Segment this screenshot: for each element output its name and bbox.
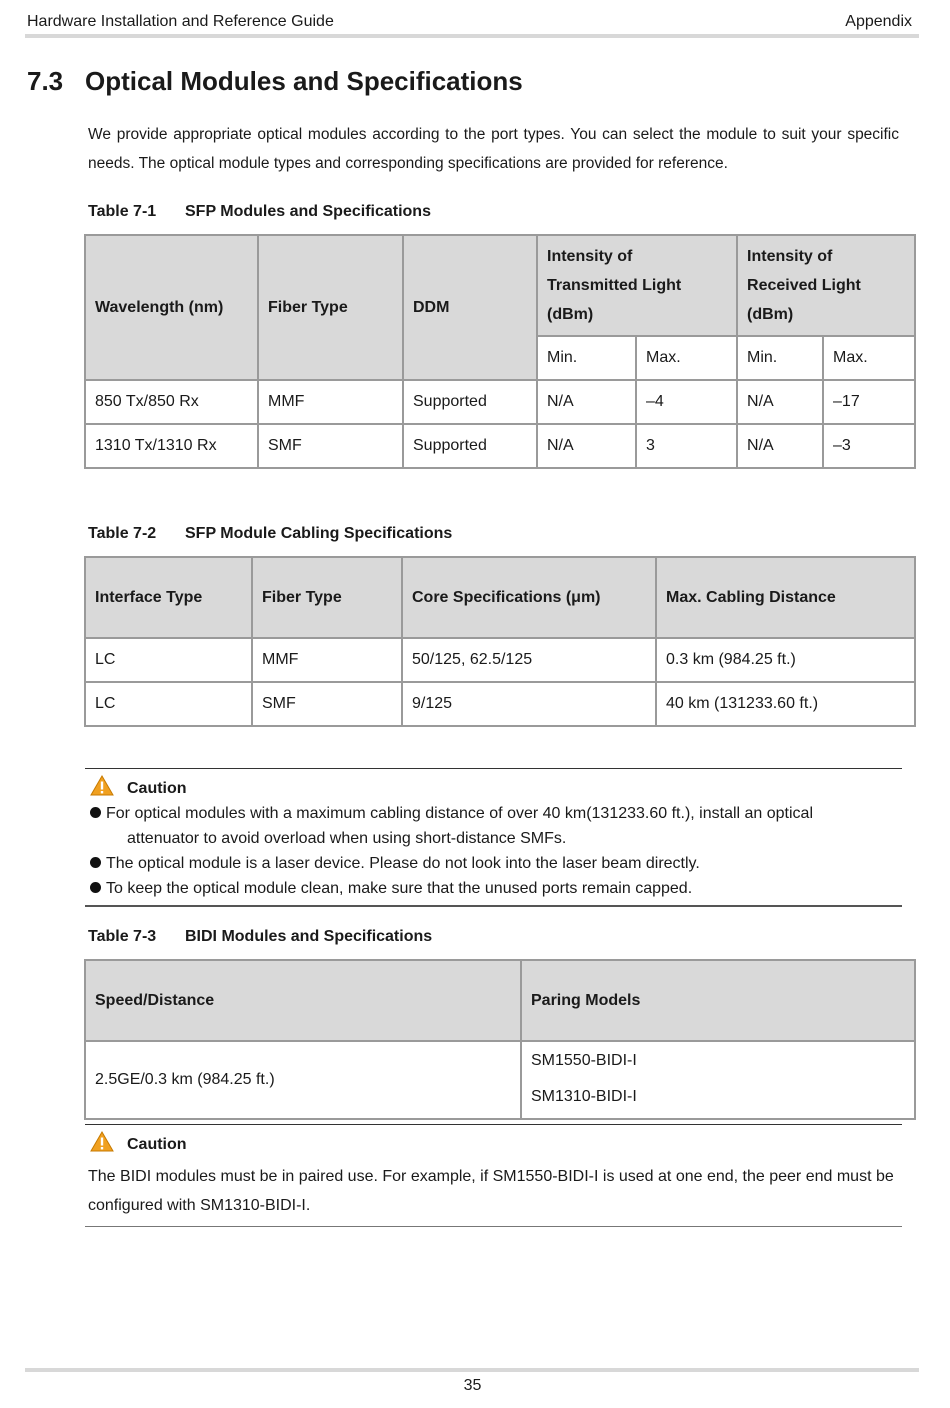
- table-row: [85, 424, 915, 468]
- table2-header-interface-type: Interface Type: [85, 557, 252, 638]
- table-cell: N/A: [737, 380, 823, 424]
- table-cell: LC: [85, 638, 252, 682]
- caution1-item-line: To keep the optical module clean, make sure that the unused ports remain capped.: [106, 880, 693, 897]
- caution2-text: The BIDI modules must be in paired use. For example, if SM1550-BIDI-I is used at one end, the peer end must be configured with SM1310-BIDI-I.: [88, 1168, 894, 1214]
- intro-paragraph: We provide appropriate optical modules according to the port types. You can select the module to suit your specific needs. The optical module types and corresponding specifications are provided for reference.: [88, 126, 899, 172]
- caution1-item-continuation: attenuator to avoid overload when using short-distance SMFs.: [127, 830, 567, 847]
- table1-header-ddm: DDM: [403, 235, 537, 380]
- table2-caption-number: Table 7-2: [88, 525, 157, 542]
- table-cell: MMF: [258, 380, 403, 424]
- table-cell: N/A: [537, 424, 636, 468]
- caution1-item-line: The optical module is a laser device. Please do not look into the laser beam directly.: [106, 855, 700, 872]
- caution2-bottom-rule: [85, 1226, 902, 1227]
- table1-header-rx-min: Min.: [737, 336, 823, 380]
- table-cell: LC: [85, 682, 252, 726]
- table3-header-speed-distance: Speed/Distance: [85, 960, 521, 1041]
- caution1-top-rule: [85, 768, 902, 769]
- list-item: [88, 851, 900, 876]
- caution1-title: Caution: [127, 780, 187, 797]
- footer-divider: [25, 1368, 919, 1372]
- table-cell: [521, 1041, 915, 1119]
- caution2-heading: [90, 1131, 187, 1154]
- table-cell: 40 km (131233.60 ft.): [656, 682, 915, 726]
- caution2-top-rule: [85, 1124, 902, 1125]
- table-cell: –4: [636, 380, 737, 424]
- table2-header-row: [85, 557, 915, 638]
- table2-header-core-spec: Core Specifications (μm): [402, 557, 656, 638]
- table1-caption: [88, 203, 431, 221]
- table1-header-rx: Intensity of Received Light (dBm): [737, 235, 915, 336]
- section-number: 7.3: [27, 66, 64, 96]
- caution1-item-line: For optical modules with a maximum cabling distance of over 40 km(131233.60 ft.), install an optical: [106, 805, 814, 822]
- table1-caption-title: SFP Modules and Specifications: [185, 203, 431, 220]
- table-cell: SMF: [252, 682, 402, 726]
- table-cell: SMF: [258, 424, 403, 468]
- table2-sfp-cabling: [84, 556, 916, 727]
- table2-caption-title: SFP Module Cabling Specifications: [185, 525, 453, 542]
- running-header-title: Hardware Installation and Reference Guide: [27, 13, 334, 30]
- caution1-bottom-rule: [85, 905, 902, 907]
- table3-header-paring-models: Paring Models: [521, 960, 915, 1041]
- list-item: [88, 876, 900, 901]
- warning-triangle-icon: [90, 775, 114, 796]
- table1-header-wavelength: Wavelength (nm): [85, 235, 258, 380]
- table3-caption: [88, 928, 432, 946]
- section-heading: [27, 66, 523, 97]
- table-row: [85, 380, 915, 424]
- table-cell: –3: [823, 424, 915, 468]
- table-cell: N/A: [537, 380, 636, 424]
- table3-header-row: [85, 960, 915, 1041]
- table1-header-fiber-type: Fiber Type: [258, 235, 403, 380]
- header-divider: [25, 34, 919, 38]
- table3-bidi-modules: [84, 959, 916, 1120]
- bullet-icon: [90, 807, 101, 818]
- caution1-list: [88, 801, 900, 901]
- table-cell: 3: [636, 424, 737, 468]
- table-cell: N/A: [737, 424, 823, 468]
- section-title: Optical Modules and Specifications: [85, 66, 523, 96]
- bullet-icon: [90, 857, 101, 868]
- list-item: [88, 801, 900, 851]
- table-cell: 2.5GE/0.3 km (984.25 ft.): [85, 1041, 521, 1119]
- table-row: [85, 682, 915, 726]
- bullet-icon: [90, 882, 101, 893]
- paring-model-1: SM1550-BIDI-I: [531, 1052, 637, 1069]
- table1-caption-number: Table 7-1: [88, 203, 157, 220]
- caution1-heading: [90, 775, 187, 798]
- table-cell: 0.3 km (984.25 ft.): [656, 638, 915, 682]
- table2-header-fiber-type: Fiber Type: [252, 557, 402, 638]
- table3-caption-number: Table 7-3: [88, 928, 157, 945]
- table-cell: 850 Tx/850 Rx: [85, 380, 258, 424]
- table-cell: Supported: [403, 424, 537, 468]
- table-cell: Supported: [403, 380, 537, 424]
- table1-sfp-modules: [84, 234, 916, 469]
- table1-header-tx: Intensity of Transmitted Light (dBm): [537, 235, 737, 336]
- table1-header-tx-max: Max.: [636, 336, 737, 380]
- table2-caption: [88, 525, 452, 543]
- table-row: [85, 1041, 915, 1119]
- table1-header-tx-min: Min.: [537, 336, 636, 380]
- table2-header-max-distance: Max. Cabling Distance: [656, 557, 915, 638]
- table3-caption-title: BIDI Modules and Specifications: [185, 928, 433, 945]
- table-cell: MMF: [252, 638, 402, 682]
- table1-header-row: [85, 235, 915, 336]
- table-cell: –17: [823, 380, 915, 424]
- table-cell: 9/125: [402, 682, 656, 726]
- page-number: 35: [463, 1377, 482, 1394]
- running-header-section: Appendix: [845, 13, 912, 30]
- table-row: [85, 638, 915, 682]
- table-cell: 1310 Tx/1310 Rx: [85, 424, 258, 468]
- caution2-title: Caution: [127, 1136, 187, 1153]
- table1-header-rx-max: Max.: [823, 336, 915, 380]
- table-cell: 50/125, 62.5/125: [402, 638, 656, 682]
- warning-triangle-icon: [90, 1131, 114, 1152]
- paring-model-2: SM1310-BIDI-I: [531, 1088, 637, 1105]
